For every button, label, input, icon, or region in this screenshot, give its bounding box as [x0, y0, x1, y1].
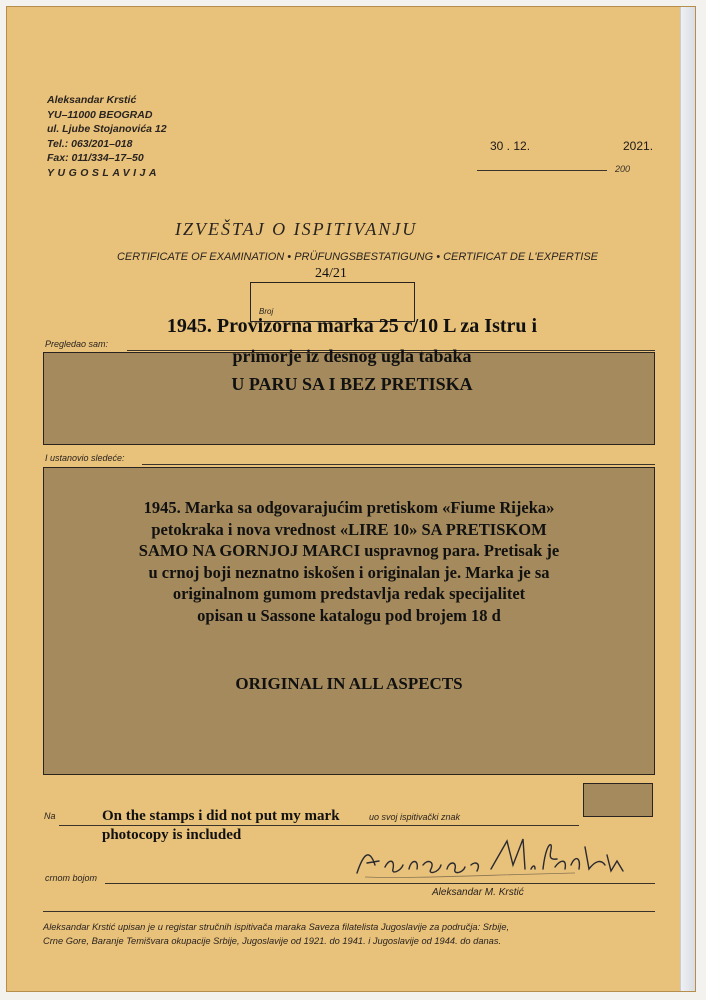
- footer-line-2: Crne Gore, Baranje Temišvara okupacije Srbije, Jugoslavije od 1921. do 1941. i Jugoslavije od 1944. do danas.: [43, 935, 502, 946]
- conclusion-text: ORIGINAL IN ALL ASPECTS: [235, 674, 463, 693]
- notes-text: [102, 807, 340, 845]
- footer-rule: [43, 911, 655, 912]
- crnom-label: crnom bojom: [45, 873, 98, 883]
- na-label: Na: [44, 811, 56, 821]
- finding-line: originalnom gumom predstavlja redak specijalitet: [172, 584, 526, 603]
- date-year: 2021.: [623, 139, 654, 153]
- finding-line: SAMO NA GORNJOJ MARCI uspravnog para. Pretisak je: [138, 541, 560, 560]
- notes-line-1: On the stamps i did not put my mark: [102, 808, 340, 824]
- examined-line-2: primorje iz desnog ugla tabaka: [232, 346, 472, 366]
- date-day-month: 30 . 12.: [490, 139, 531, 153]
- examined-label: Pregledao sam:: [45, 339, 109, 349]
- broj-number: 24/21: [315, 266, 347, 281]
- finding-line: 1945. Marka sa odgovarajućim pretiskom «Fiume Rijeka»: [143, 498, 555, 517]
- date-rule: [477, 170, 607, 171]
- sender-address: [47, 93, 167, 180]
- sender-street: ul. Ljube Stojanovića 12: [47, 123, 167, 135]
- sender-fax: Fax: 011/334–17–50: [47, 152, 144, 164]
- finding-line: petokraka i nova vrednost «LIRE 10» SA PRETISKOM: [151, 519, 547, 539]
- mark-label: uo svoj ispitivački znak: [369, 812, 461, 822]
- findings-rule: [142, 464, 655, 465]
- broj-label: Broj: [259, 307, 274, 316]
- document-title: IZVEŠTAJ O ISPITIVANJU: [175, 219, 418, 239]
- seal-box: [583, 783, 653, 817]
- signer-name: Aleksandar M. Krstić: [432, 887, 524, 898]
- findings-text: [43, 497, 655, 626]
- sender-name: Aleksandar Krstić: [47, 94, 137, 106]
- finding-line: u crnoj boji neznatno iskošen i originalan je. Marka je sa: [148, 562, 550, 582]
- sender-tel: Tel.: 063/201–018: [47, 137, 133, 150]
- paper-edge: [680, 7, 695, 992]
- certificate-sheet: [6, 6, 696, 992]
- date-printed-year: 200: [615, 164, 631, 174]
- finding-line: opisan u Sassone katalogu pod brojem 18 d: [197, 605, 501, 625]
- notes-line-2: photocopy is included: [102, 827, 242, 843]
- sender-city: YU–11000 BEOGRAD: [47, 108, 153, 121]
- handwritten-signature: [345, 825, 645, 885]
- sender-country: YUGOSLAVIJA: [47, 166, 160, 179]
- examined-line-3: U PARU SA I BEZ PRETISKA: [231, 374, 473, 394]
- examined-line-1: 1945. Provizorna marka 25 c/10 L za Istru i: [166, 315, 538, 337]
- findings-label: I ustanovio sledeće:: [45, 453, 125, 463]
- document-subtitle: CERTIFICATE OF EXAMINATION • PRÜFUNGSBESTATIGUNG • CERTIFICAT DE L'EXPERTISE: [116, 251, 599, 263]
- footer-text: [43, 921, 663, 948]
- footer-line-1: Aleksandar Krstić upisan je u registar stručnih ispitivača maraka Saveza filatelista Jugoslavije za područja: Srbije,: [43, 922, 510, 932]
